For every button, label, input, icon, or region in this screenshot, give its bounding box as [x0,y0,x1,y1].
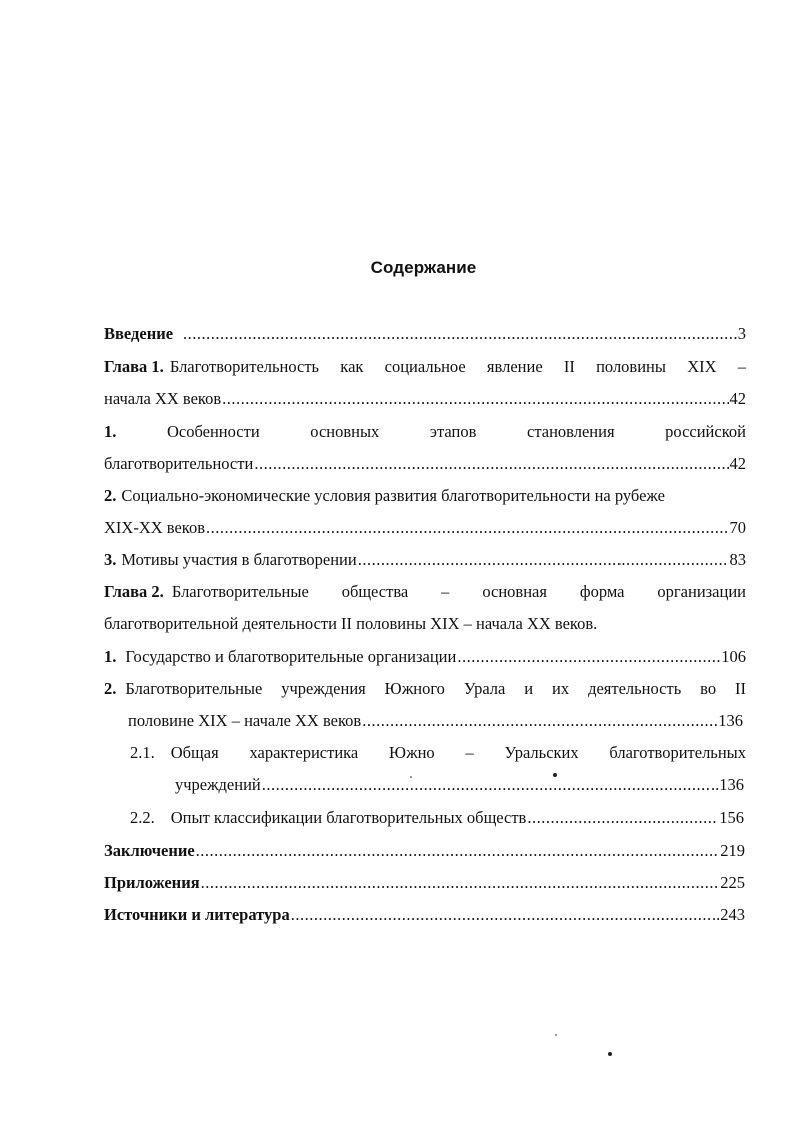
toc-section-number: 3. [104,550,117,569]
toc-section-1-1-line2[interactable] [104,454,746,474]
toc-section-1-2-line1[interactable] [104,486,746,506]
toc-section-number: 1. [104,647,117,666]
toc-chapter-2-line2[interactable]: благотворительной деятельности II половины XIX – начала XX веков. [104,614,598,633]
toc-page-number: 42 [729,454,746,473]
toc-subsection-2-2-1-line2[interactable] [175,775,744,795]
toc-leader-dots [201,873,720,893]
toc-leader-dots [222,389,728,409]
toc-entry-appendices[interactable] [104,873,745,893]
toc-section-1-2-line2[interactable] [104,518,746,538]
toc-page-number: 83 [729,550,746,569]
toc-entry-intro[interactable] [104,324,746,344]
toc-entry-label: Введение [104,324,174,343]
toc-page-number: ..136 [711,775,744,794]
scan-speck [619,563,621,565]
toc-leader-dots [262,775,710,795]
toc-section-word: этапов [429,422,477,441]
toc-subsection-title: Общая характеристика Южно – Уральских благотворительных [170,743,746,762]
toc-leader-dots [206,518,728,538]
toc-chapter-title-cont: начала XX веков [104,389,222,408]
toc-page-number: ..243 [712,905,745,924]
toc-page-number: 106 [721,647,746,666]
page-title: Содержание [370,258,477,277]
toc-page-number: 70 [729,518,746,537]
toc-page-number: 156 [719,808,744,827]
toc-leader-dots [457,647,720,667]
toc-section-number: 1. [104,422,117,441]
scan-speck [553,773,557,777]
toc-leader-dots [291,905,711,925]
toc-subsection-number: 2.1. [130,743,155,762]
toc-entry-label: Источники и литература [104,905,290,924]
toc-subsection-2-2-1-line1[interactable] [130,743,746,763]
toc-page-number: 225 [720,873,745,892]
toc-section-title: Социально-экономические условия развития благотворительности на рубеже [121,486,665,505]
toc-section-title-cont: XIX-XX веков [104,518,206,537]
toc-leader-dots [358,550,729,570]
toc-page-number: 136 [718,711,743,730]
toc-leader-dots [196,841,720,861]
toc-chapter-1-line1[interactable] [104,357,746,377]
toc-leader-dots [254,454,728,474]
toc-page-number: 42 [729,389,746,408]
scan-speck [410,776,412,778]
toc-section-number: 2. [104,486,117,505]
toc-chapter-prefix: Глава 2. [104,582,164,601]
toc-subsection-number: 2.2. [130,808,155,827]
toc-section-1-3[interactable] [104,550,746,570]
toc-section-title-cont: половине XIX – начале XX веков [128,711,362,730]
toc-entry-sources[interactable] [104,905,745,925]
scan-speck [555,1034,557,1036]
toc-section-title: Благотворительные учреждения Южного Урала и их деятельность во II [125,679,746,698]
toc-section-number: 2. [104,679,117,698]
toc-leader-dots [527,808,718,828]
toc-entry-conclusion[interactable] [104,841,745,861]
toc-chapter-title: Благотворительность как социальное явление II половины XIX – [169,357,746,376]
toc-chapter-title: Благотворительные общества – основная форма организации [171,582,746,601]
toc-section-2-2-line1[interactable] [104,679,746,699]
toc-section-title-cont: благотворительности [104,454,254,473]
toc-section-title: Мотивы участия в благотворении [121,550,357,569]
toc-subsection-title: Опыт классификации благотворительных обществ [170,808,527,827]
toc-leader-dots [362,711,717,731]
toc-section-1-1-line1[interactable] [104,422,746,442]
toc-leader-dots [183,324,737,344]
toc-chapter-prefix: Глава 1. [104,357,164,376]
toc-section-2-1[interactable] [104,647,746,667]
toc-entry-label: Приложения [104,873,200,892]
toc-page-number: 219 [720,841,745,860]
toc-section-word: Особенности [166,422,260,441]
toc-section-2-2-line2[interactable] [128,711,743,731]
toc-chapter-2-line1[interactable] [104,582,746,602]
toc-section-word: основных [310,422,380,441]
toc-subsection-2-2-2[interactable] [130,808,744,828]
toc-section-title: Государство и благотворительные организации [125,647,457,666]
toc-entry-label: Заключение [104,841,195,860]
toc-section-word: становления [527,422,615,441]
toc-page-number: 3 [737,324,746,343]
toc-section-word: российской [665,422,746,441]
toc-subsection-title-cont: учреждений [175,775,261,794]
scan-speck [608,1052,612,1056]
toc-chapter-1-line2[interactable] [104,389,746,409]
